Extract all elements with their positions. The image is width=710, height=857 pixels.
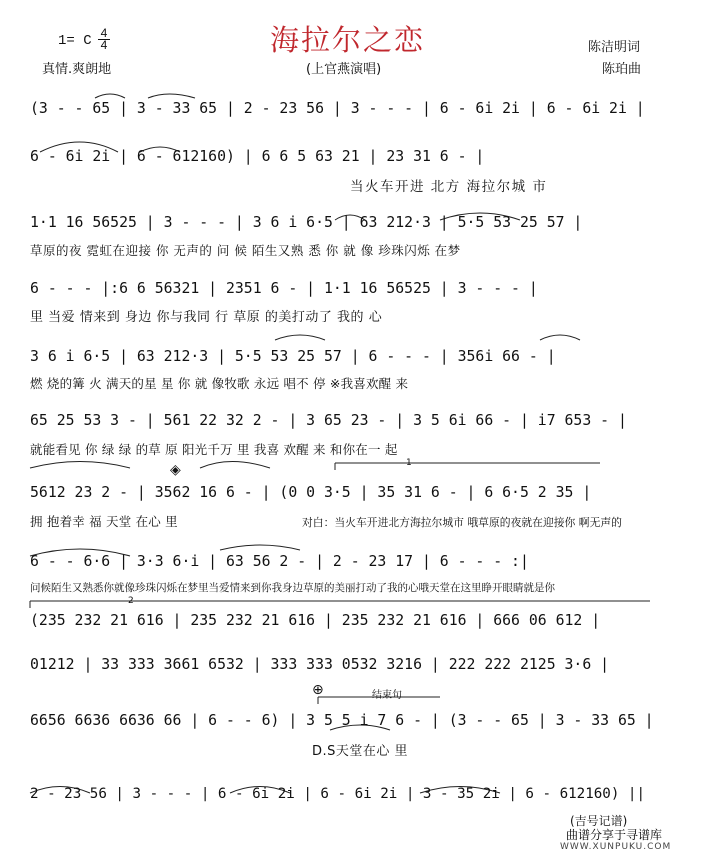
- notation-row-9: (235 232 21 616 | 235 232 21 616 | 235 232 21 616 | 666 06 612 |: [30, 612, 601, 629]
- singer-credit: (上官燕演唱): [306, 62, 382, 77]
- segno-sign: ◈: [170, 462, 181, 478]
- lyrics-row-7: 拥 抱着幸 福 天堂 在心 里: [30, 514, 178, 529]
- notation-row-6: 65 25 53 3 - | 561 22 32 2 - | 3 65 23 - | 3 5 6i 66 - | i7 653 - |: [30, 412, 627, 429]
- song-title: 海拉尔之恋: [270, 23, 426, 57]
- dialogue-row-7: 对白：当火车开进北方海拉尔城市 哦草原的夜就在迎接你 啊无声的: [302, 516, 622, 529]
- transcriber-credit: (吉号记谱): [570, 814, 628, 828]
- lyrics-row-11: D.S天堂在心 里: [312, 744, 409, 759]
- coda-sign: ⊕: [312, 682, 324, 698]
- notation-row-10: 01212 | 33 333 3661 6532 | 333 333 0532 3216 | 222 222 2125 3·6 |: [30, 656, 610, 673]
- notation-row-1: (3 - - 65 | 3 - 33 65 | 2 - 23 56 | 3 - - - | 6 - 6i 2i | 6 - 6i 2i |: [30, 100, 645, 117]
- watermark-site: 曲谱分享于寻谱库: [566, 828, 663, 842]
- lyrics-row-5: 燃 烧的篝 火 满天的星 星 你 就 像牧歌 永远 唱不 停 ※我喜欢醒 来: [30, 376, 409, 391]
- lyrics-row-2: 当火车开进 北方 海拉尔城 市: [350, 179, 548, 195]
- ending-label: 结束句: [372, 690, 402, 701]
- expression-marking: 真情.爽朗地: [42, 62, 112, 77]
- lyrics-row-4: 里 当爱 情来到 身边 你与我同 行 草原 的美打动了 我的 心: [30, 310, 383, 325]
- lyrics-row-3: 草原的夜 霓虹在迎接 你 无声的 问 候 陌生又熟 悉 你 就 像 珍珠闪烁 在梦: [30, 243, 461, 258]
- volta-2-label: 2: [128, 596, 134, 606]
- notation-row-11: 6656 6636 6636 66 | 6 - - 6) | 3 5 5 i 7 6 - | (3 - - 65 | 3 - 33 65 |: [30, 712, 654, 729]
- dialogue-row-8: 问候陌生又熟悉你就像珍珠闪烁在梦里当爱情来到你我身边草原的美丽打动了我的心哦天堂在这里睁开眼睛就是你: [30, 582, 555, 594]
- notation-row-7: 5612 23 2 - | 3562 16 6 - | (0 0 3·5 | 35 31 6 - | 6 6·5 2 35 |: [30, 484, 592, 501]
- notation-row-8: 6 - - 6·6 | 3·3 6·i | 63 56 2 - | 2 - 23 17 | 6 - - - :|: [30, 553, 529, 570]
- lyricist-credit: 陈洁明词: [588, 40, 641, 55]
- notation-row-12: 2 - 23 56 | 3 - - - | 6 - 6i 2i | 6 - 6i 2i | 3 - 35 2i | 6 - 612160) ||: [30, 786, 645, 802]
- key-signature: 1= C: [58, 33, 92, 49]
- notation-row-5: 3 6 i 6·5 | 63 212·3 | 5·5 53 25 57 | 6 - - - | 356i 66 - |: [30, 348, 556, 365]
- time-sig-bottom: 4: [98, 39, 110, 51]
- time-sig-top: 4: [100, 26, 108, 40]
- notation-row-3: 1·1 16 56525 | 3 - - - | 3 6 i 6·5 | 63 212·3 | 5·5 53 25 57 |: [30, 214, 583, 231]
- notation-row-4: 6 - - - |:6 6 56321 | 2351 6 - | 1·1 16 56525 | 3 - - - |: [30, 280, 538, 297]
- lyrics-row-6: 就能看见 你 绿 绿 的草 原 阳光千万 里 我喜 欢醒 来 和你在一 起: [30, 442, 398, 457]
- volta-1-label: 1: [406, 458, 412, 468]
- composer-credit: 陈珀曲: [602, 62, 642, 77]
- watermark-url: WWW.XUNPUKU.COM: [560, 842, 672, 852]
- notation-row-2: 6 - 6i 2i | 6 - 612160) | 6 6 5 63 21 | 23 31 6 - |: [30, 148, 485, 165]
- time-signature: [98, 28, 110, 51]
